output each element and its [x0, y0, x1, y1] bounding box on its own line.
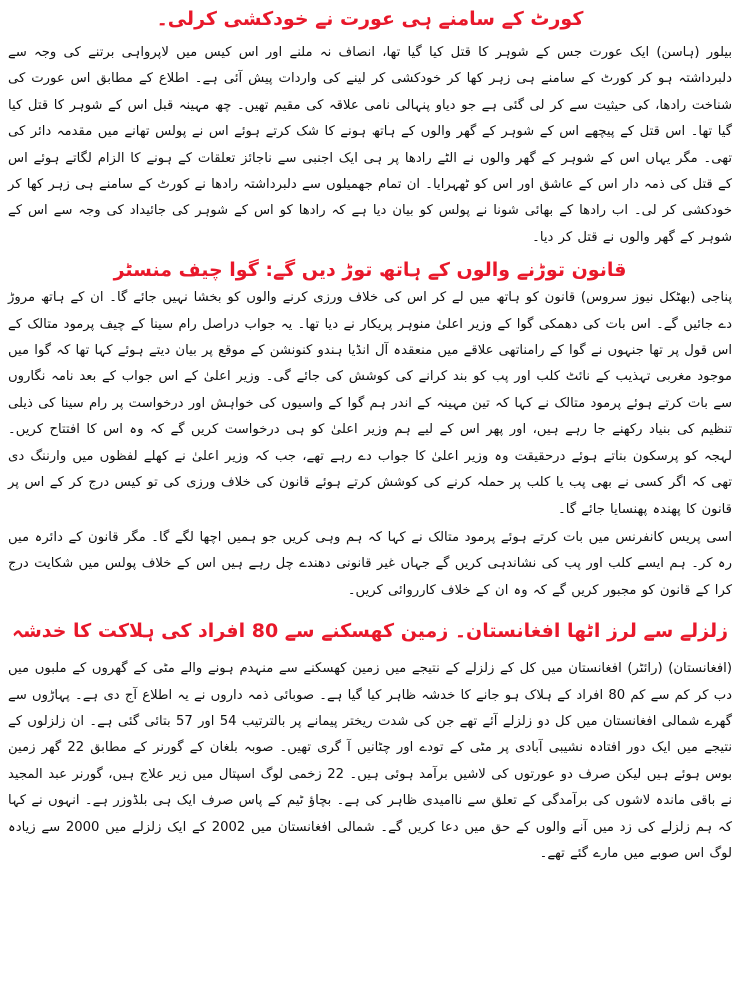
- article-paragraph: بیلور (ہاسن) ایک عورت جس کے شوہر کا قتل کیا گیا تھا، انصاف نہ ملنے اور اس کیس میں لاپرواہی برتنے کی وجہ سے دلبرداشتہ ہو کر کورٹ کے سامنے ہی زہر کھا کر خودکشی کر لینے کی واردات پیش آئی ہے۔ اطلاع کے مطابق اس عورت کی شناخت رادھا، کی حیثیت سے کر لی گئی ہے جو دیاو پنہالی نامی علاقہ کی مقیم تھیں۔ چھ مہینہ قبل اس کے شوہر کا قتل کیا گیا تھا۔ اس قتل کے پیچھے اس کے شوہر کے گھر والوں کے ہاتھ ہونے کا شک کرتے ہوئے اس نے پولس تھانے میں مقدمہ دائر کی تھی۔ مگر یہاں اس کے شوہر کے گھر والوں نے الٹے رادھا پر ہی ایک اجنبی سے ناجائز تعلقات کے ہونے کا الزام لگاتے ہوئے اس کے قتل کی ذمہ دار اس کے عاشق اور اس کو ٹھہرایا۔ ان تمام جھمیلوں سے دلبرداشتہ رادھا نے کورٹ کے سامنے ہی زہر کھا کر خودکشی کر لی۔ اب رادھا کے بھائی شونا نے پولس کو بیان دیا ہے کہ رادھا کو اس کے شوہر کی جائیداد کی وجہ سے اس کے شوہر کے گھر والوں نے قتل کر دیا۔: [8, 45, 732, 245]
- article-paragraph: پناجی (بھٹکل نیوز سروس) قانون کو ہاتھ میں لے کر اس کی خلاف ورزی کرنے والوں کو بخشا نہیں جائے گا۔ ان کے ہاتھ مروڑ دے جائیں گے۔ اس بات کی دھمکی گوا کے وزیر اعلیٰ منوہر پریکار نے دیا تھا۔ یہ جواب دراصل رام سینا کے چیف پرمود متالک کے اس قول پر تھا جنہوں نے گوا کے رامناتھی علاقے میں منعقدہ آل انڈیا ہندو کنونشن کے موقع پر بیان دیتے ہوئے کہا تھا کہ گوا میں موجود مغربی تہذیب کے نائٹ کلب اور پب کو بند کرانے کی کوشش کی جائے گی۔ وزیر اعلیٰ کے اس جواب کے بعد نامہ نگاروں سے بات کرتے ہوئے پرمود متالک نے کہا کہ تین مہینہ کے اندر ہم گوا کے واسیوں کی خواہش اور درخواست پر رام سینا کی ذیلی تنظیم کی بنیاد رکھنے جا رہے ہیں، اور پھر اس کے لیے ہم وزیر اعلیٰ کو ہی درخواست کریں گے کہ وہ اس کا افتتاح کریں۔ لہجہ کو پرسکون بناتے ہوئے درحقیقت وہ وزیر اعلیٰ کا جواب دے رہے تھے، جب کہ وزیر اعلیٰ نے کھلے لفظوں میں وارننگ دی تھی کہ اگر کسی نے بھی پب یا کلب پر حملہ کرنے کی کوشش کرتے ہوئے قانون کی خلاف ورزی کی تو کیس درج کر کے اس پر قانون کا پھندہ پھنسایا جائے گا۔: [8, 290, 732, 517]
- article-afghanistan-earthquake: [8, 604, 732, 867]
- article-headline: قانون توڑنے والوں کے ہاتھ توڑ دیں گے: گوا چیف منسٹر: [113, 259, 627, 282]
- article-paragraph: اسی پریس کانفرنس میں بات کرتے ہوئے پرمود متالک نے کہا کہ ہم وہی کریں جو ہمیں اچھا لگے گا۔ مگر قانون کے دائرہ میں رہ کر۔ ہم ایسے کلب اور پب کی نشاندہی کریں گے جہاں غیر قانونی دھندے چل رہے ہیں اس کے خلاف پولس میں شکایت درج کرا کے قانون کو مجبور کریں گے کہ وہ ان کے خلاف کارروائی کریں۔: [8, 529, 732, 598]
- article-court-suicide: [8, 0, 732, 251]
- article-headline: کورٹ کے سامنے ہی عورت نے خودکشی کرلی۔: [156, 8, 584, 30]
- article-paragraph: (افغانستان) (رائٹر) افغانستان میں کل کے زلزلے کے نتیجے میں زمین کھسکنے سے منہدم ہونے والے مٹی کے گھروں کے ملبوں میں دب کر کم سے کم 80 افراد کے ہلاک ہو جانے کا خدشہ ظاہر کیا گیا ہے۔ صوبائی ذمہ داروں نے یہ اطلاع آج دی ہے۔ پہاڑوں سے گھرے شمالی افغانستان میں کل دو زلزلے آئے تھے جن کی شدت ریختر پیمانے پر بالترتیب 54 اور 57 بتائی گئی ہے۔ ان زلزلوں کے نتیجے میں ایک دور افتادہ نشیبی آبادی پر مٹی کے تودے اور چٹانیں آ گری تھیں۔ صوبہ بلغان کے گورنر کے مطابق 22 گھر زمین بوس ہوئے ہیں لیکن صرف دو عورتوں کی لاشیں برآمد ہوئی ہیں۔ 22 زخمی لوگ اسپتال میں زیر علاج ہیں، گورنر عبد المجید نے باقی ماندہ لاشوں کی برآمدگی کے تعلق سے ناامیدی ظاہر کی ہے۔ بچاؤ ٹیم کے پاس صرف ایک ہی بلڈوزر ہے۔ انہوں نے کہا کہ ہم زلزلے کی زد میں آنے والوں کے حق میں دعا کریں گے۔ شمالی افغانستان میں 2002 کے ایک زلزلے میں 2000 سے زیادہ لوگ اس صوبے میں مارے گئے تھے۔: [8, 661, 732, 861]
- article-headline: زلزلے سے لرز اٹھا افغانستان۔ زمین کھسکنے سے 80 افراد کی ہلاکت کا خدشہ: [11, 620, 729, 643]
- article-goa-chief-minister: [8, 251, 732, 604]
